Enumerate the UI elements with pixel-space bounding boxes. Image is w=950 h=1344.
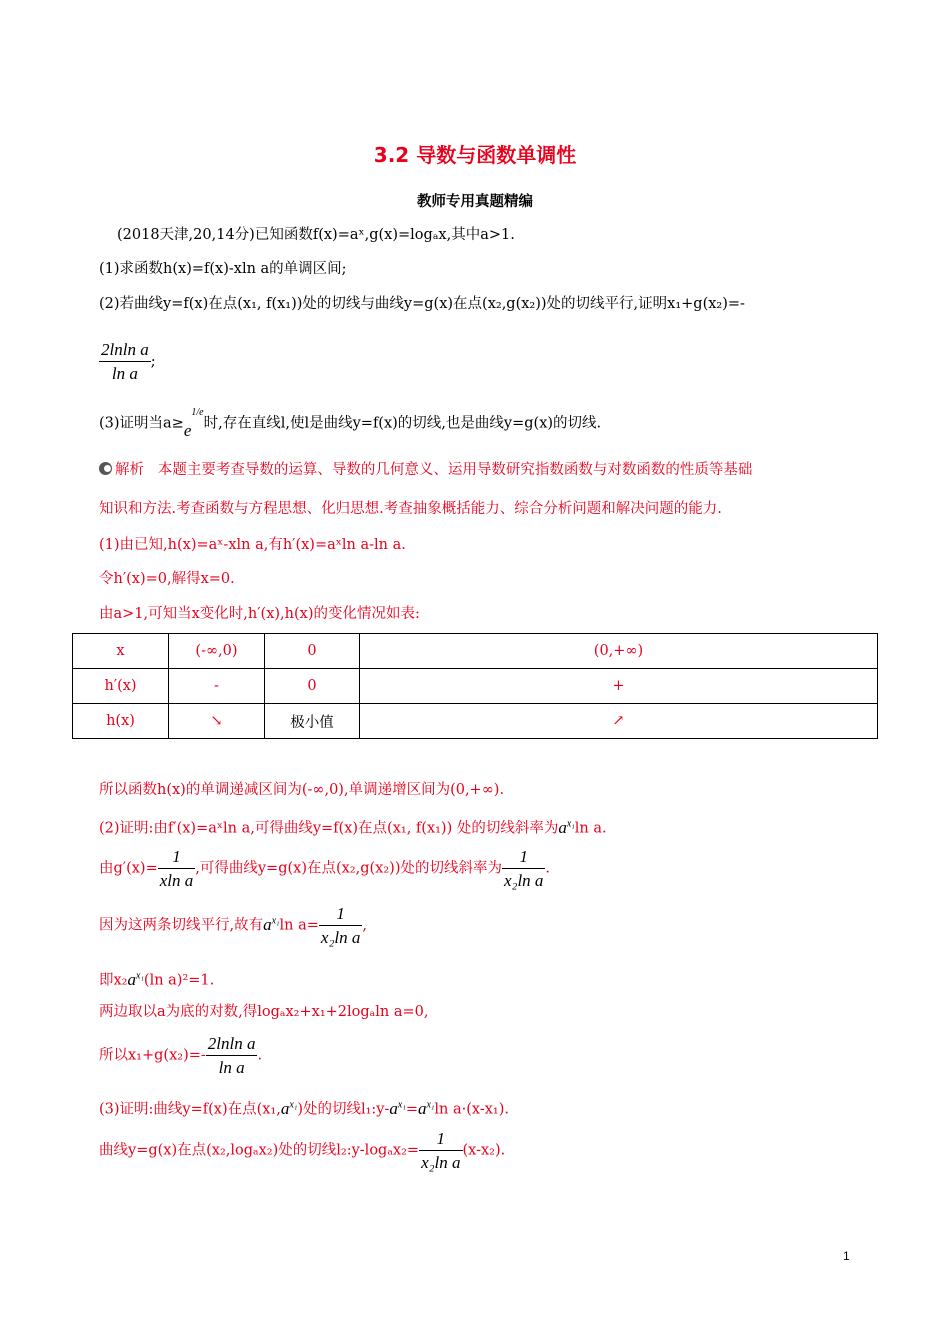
analysis-s12: 曲线y=g(x)在点(x₂,logₐx₂)处的切线l₂:y-logₐx₂= $\frac{1}{\text{x₂ln a}}$ (x-x₂).	[99, 1129, 506, 1172]
table-row: h′(x) - 0 +	[73, 669, 878, 704]
analysis-s1: (1)由已知,h(x)=aˣ-xln a,有h′(x)=aˣln a-ln a.	[99, 537, 406, 553]
variation-table	[72, 633, 878, 739]
page-number: 1	[843, 1249, 850, 1263]
table-row: x (-∞,0) 0 (0,+∞)	[73, 634, 878, 669]
analysis-line1: 解析 本题主要考查导数的运算、导数的几何意义、运用导数研究指数函数与对数函数的性质等基础	[99, 460, 752, 480]
page-title: 3.2 导数与函数单调性	[373, 143, 577, 167]
analysis-s8: 即$x_2a^{x_1}(\ln$ a)²=1.	[99, 969, 215, 989]
analysis-s10: 所以x₁+g(x₂)=- $\frac{\text{2lnln a}}{\text{ln a}}$ .	[99, 1034, 263, 1077]
analysis-s3: 由a>1,可知当x变化时,h′(x),h(x)的变化情况如表:	[99, 606, 420, 622]
analysis-s6: 由g′(x)= $\frac{1}{\text{xln a}}$ ,可得曲线y=g(x)在点(x₂,g(x₂))处的切线斜率为 $\frac{1}{\text{x₂ln a}}$ .	[99, 847, 551, 890]
analysis-s4: 所以函数h(x)的单调递减区间为(-∞,0),单调递增区间为(0,+∞).	[99, 782, 505, 798]
analysis-line2: 知识和方法.考查函数与方程思想、化归思想.考查抽象概括能力、综合分析问题和解决问题的能力.	[99, 501, 722, 517]
analysis-s5: (2)证明:由f′(x)=aˣln a,可得曲线y=f(x)在点(x₁, f(x₁)) 处的切线斜率为$a^{x_1}\ln$ a.	[99, 817, 607, 837]
problem-q2-line1: (2)若曲线y=f(x)在点(x₁, f(x₁))处的切线与曲线y=g(x)在点(x₂,g(x₂))处的切线平行,证明x₁+g(x₂)=-	[99, 296, 745, 312]
fraction: $\frac{1}{\text{x₂ln a}}$	[421, 1129, 461, 1172]
table-row: h(x) ↘ 极小值 ↗	[73, 704, 878, 739]
page-subtitle: 教师专用真题精编	[417, 194, 533, 210]
fraction: $\frac{\text{2lnln a}}{\text{ln a}}$	[207, 1034, 256, 1077]
problem-intro: (2018天津,20,14分)已知函数f(x)=aˣ,g(x)=logₐx,其中a>1.	[117, 227, 515, 243]
problem-q3: (3)证明当$a\ge e^{1/e}$时,存在直线l,使l是曲线y=f(x)的切线,也是曲线y=g(x)的切线.	[99, 407, 602, 440]
analysis-icon	[99, 462, 112, 475]
analysis-s9: 两边取以a为底的对数,得logₐx₂+x₁+2logₐln a=0,	[99, 1004, 429, 1020]
fraction: $\frac{1}{\text{x₂ln a}}$	[320, 904, 361, 947]
fraction: $\frac{1}{\text{xln a}}$	[159, 847, 194, 890]
problem-q2-line2: $\frac{\text{2lnln a}}{\text{ln a}}$ ;	[101, 340, 156, 383]
analysis-s11: (3)证明:曲线y=f(x)在点$(x_1,a^{x_1})$处的切线$l_1:y-a^{x_1}=a^{x_1}\ln$ a·(x-x₁).	[99, 1098, 509, 1118]
problem-q1: (1)求函数h(x)=f(x)-xln a的单调区间;	[99, 261, 347, 277]
fraction: $\frac{\text{2lnln a}}{\text{ln a}}$	[101, 340, 149, 383]
analysis-s7: 因为这两条切线平行,故有$a^{x_1}\ln$ a= $\frac{1}{\text{x₂ln a}}$ ,	[99, 904, 367, 947]
fraction: $\frac{1}{\text{x₂ln a}}$	[503, 847, 544, 890]
analysis-s2: 令h′(x)=0,解得x=0.	[99, 571, 235, 587]
